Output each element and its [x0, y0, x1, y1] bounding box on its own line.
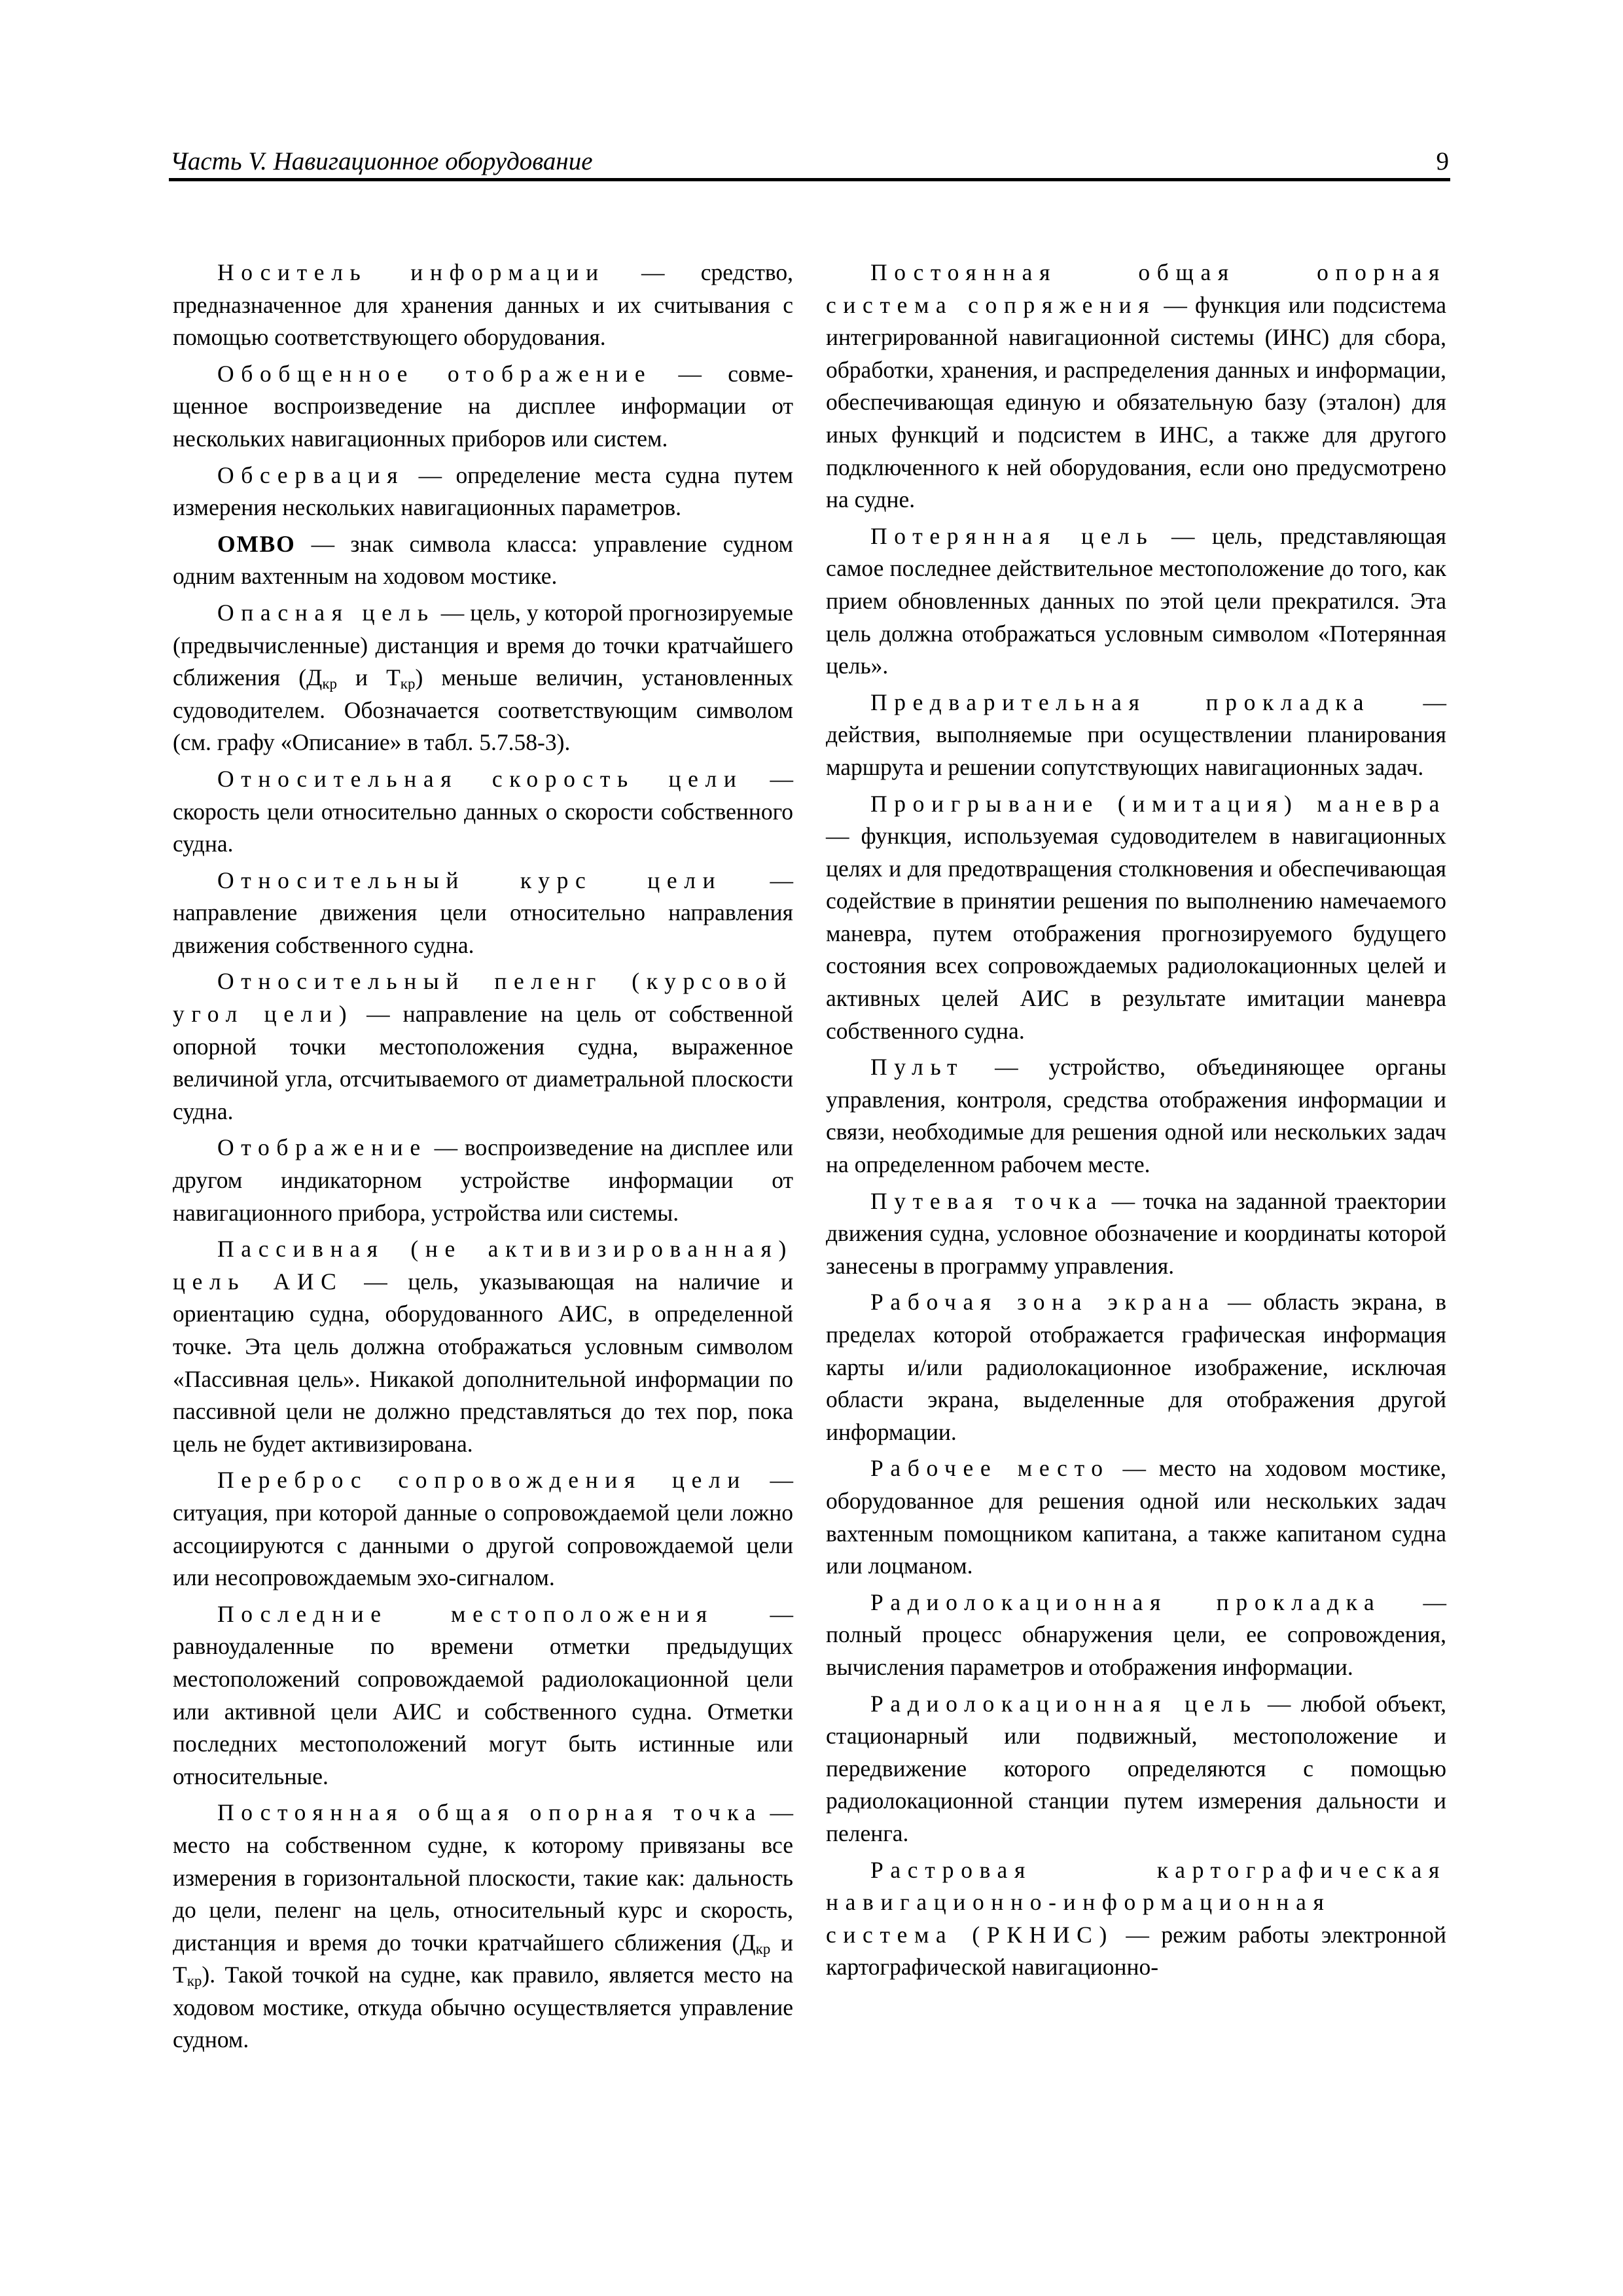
definition: — знак символа класса: управление судном одним вахтенным на ходовом мостике. — [173, 530, 793, 590]
definition: — средство, предназначенное для хранения данных и их считывания с помощью соответствующего оборудования. — [173, 259, 793, 351]
definition: — функция, используемая судоводителем в навигационных целях и для предотвращения столкновения и обеспечивающая содействие в принятии решения по выполнению намечаемого маневра, путем отображения прогнозируемого будущего состояния всех сопровождаемых радиолокационных целей и активных целей АИС в результате имитации маневра собственного судна. — [826, 823, 1446, 1044]
definition: — направление на цель от собственной опорной точки местоположения судна, выраженное величиной угла, отсчитываемого от диаметральной плоскости судна. — [173, 1001, 793, 1124]
glossary-entry — [826, 1286, 1446, 1448]
definition: — полный процесс обнаружения цели, ее сопровождения, вычисления параметров и отображения информации. — [826, 1588, 1446, 1680]
glossary-entry — [173, 1233, 793, 1460]
glossary-entry — [173, 358, 793, 456]
glossary-entry — [173, 459, 793, 524]
definition: — скорость цели относительно данных о скорости собственного судна. — [173, 765, 793, 857]
term: Путевая точка — [870, 1187, 1104, 1214]
term: Постоянная общая опорная точка — [217, 1799, 763, 1826]
definition: — режим работы электронной картографической навигационно- — [826, 1921, 1446, 1981]
term: Относительная скорость цели — [217, 765, 743, 792]
definition: — равноудаленные по времени отметки предыдущих местоположений сопровождаемой радиолокационной цели или активной цели АИС и собственного судна. Отметки последних местоположений могут быть истинные или относительные. — [173, 1600, 794, 1789]
term: Относительный пеленг (курсовой угол цели) — [173, 968, 793, 1028]
definition: — место на собственном судне, к которому привязаны все измерения в горизонтальной плоскости, такие как: дальность до цели, пеленг на цель, относительный курс и скорость, дистанция и время до точки кратчайшего сближения (Д — [173, 1799, 793, 1956]
term: Обобщенное отображение — [217, 360, 652, 387]
definition: — действия, выполняемые при осуществлении планирования маршрута и решении сопутствующих навигационных задач. — [826, 689, 1447, 780]
glossary-entry — [173, 1464, 793, 1594]
glossary-entry — [173, 1797, 793, 2056]
page-number: 9 — [1436, 147, 1449, 175]
glossary-entry — [173, 1132, 793, 1229]
definition: — цель, представляющая самое последнее действительное местоположение до того, как прием обновленных данных по этой цели прекратился. Эта цель должна отображаться условным символом «Потерянная цель». — [826, 522, 1447, 679]
definition: — совмещенное воспроизведение на дисплее информации от нескольких навигационных приборов или систем. — [173, 360, 793, 452]
term: Отображение — [217, 1134, 427, 1161]
glossary-entry — [173, 865, 793, 962]
term: Пассивная (не активизированная) цель АИС — [173, 1236, 793, 1295]
term: Радиолокационная цель — [870, 1690, 1258, 1717]
glossary-entry — [826, 257, 1446, 516]
definition: — место на ходовом мостике, оборудованное для решения одной или нескольких задач вахтенным помощником капитана, а также капитаном судна или лоцманом. — [826, 1455, 1446, 1579]
glossary-entry — [826, 1185, 1446, 1283]
definition: — определение места судна путем измерения нескольких навигационных параметров. — [173, 461, 793, 521]
right-column — [826, 257, 1446, 1988]
definition: — устройство, объединяющее органы управления, контроля, средства отображения информации и связи, необходимые для решения одной или нескольких задач на определенном рабочем месте. — [826, 1054, 1446, 1178]
running-header — [169, 145, 1450, 181]
definition-part: ) меньше величин, установленных судоводителем. Обозначается соответствующим символом (см. графу «Описание» в табл. 5.7.58-3). — [173, 664, 793, 756]
header-title: Часть V. Навигационное оборудование — [170, 147, 593, 175]
term: Растровая картографическая навигационно-информационная система (РКНИС) — [826, 1856, 1446, 1948]
glossary-entry — [826, 1587, 1446, 1684]
term: Проигрывание (имитация) маневра — [870, 790, 1446, 817]
glossary-entry — [826, 1688, 1446, 1850]
term — [217, 531, 296, 557]
term: Рабочее место — [870, 1455, 1110, 1482]
glossary-entry — [173, 965, 793, 1128]
subscript: кр — [755, 1940, 771, 1957]
definition-part: и Т — [173, 1929, 793, 1988]
definition: — функция или подсистема интегрированной навигационной системы (ИНС) для сбора, обработки, хранения, и распределения данных и информации, обеспечивающая единую и обязательную базу (эталон) для иных функций и подсистем в ИНС, а также для другого подключенного к ней оборудования, если оно предусмотрено на судне. — [826, 291, 1446, 513]
definition: — точка на заданной траектории движения судна, условное обозначение и координаты которой занесены в программу управления. — [826, 1187, 1447, 1279]
term: Потерянная цель — [870, 522, 1154, 549]
subscript: кр — [187, 1973, 202, 1990]
glossary-entry — [826, 687, 1446, 784]
glossary-entry — [826, 1452, 1446, 1582]
definition: — воспроизведение на дисплее или другом индикаторном устройстве информации от навигационного прибора, устройства или системы. — [173, 1134, 793, 1226]
term: Последние местоположения — [217, 1600, 714, 1627]
definition: — цель, у которой прогнозируемые (предвычисленные) дистанция и время до точки кратчайшего сближения (Д — [173, 599, 793, 691]
glossary-entry — [173, 528, 793, 593]
term: Относительный курс цели — [217, 867, 722, 893]
term: Предварительная прокладка — [870, 689, 1371, 715]
term: Рабочая зона экрана — [870, 1289, 1216, 1316]
definition-part: ). Такой точкой на судне, как правило, является место на ходовом мостике, откуда обычно осуществляется управление судном. — [173, 1962, 793, 2053]
left-column — [173, 257, 793, 2060]
definition: — цель, указывающая на наличие и ориентацию судна, оборудованного АИС, в определенной точке. Эта цель должна отображаться условным символом «Пассивная цель». Никакой дополнительной информации по пассивной цели не должно представляться до тех пор, пока цель не будет активизирована. — [173, 1268, 793, 1457]
subscript: кр — [322, 675, 337, 692]
glossary-entry — [173, 257, 793, 354]
definition: — ситуация, при которой данные о сопровождаемой цели ложно ассоциируются с данными о другой сопровождаемой цели или несопровождаемым эхо-сигналом. — [173, 1467, 793, 1591]
term: Опасная цель — [217, 599, 435, 626]
glossary-entry — [826, 520, 1446, 683]
glossary-entry — [826, 1051, 1446, 1181]
glossary-entry — [826, 1854, 1446, 1984]
term: Радиолокационная прокладка — [870, 1588, 1382, 1615]
term-bold: ОМВО — [217, 530, 296, 557]
term: Переброс сопровождения цели — [217, 1467, 747, 1494]
glossary-entry — [173, 1598, 793, 1793]
subscript: кр — [400, 675, 416, 692]
definition: — любой объект, стационарный или подвижный, местоположение и передвижение которого определяются с помощью радиолокационной станции путем измерения дальности и пеленга. — [826, 1690, 1446, 1846]
term: Обсервация — [217, 461, 405, 488]
term: Постоянная общая опорная система сопряжения — [826, 259, 1446, 318]
definition: — направление движения цели относительно направления движения собственного судна. — [173, 867, 793, 958]
definition: — область экрана, в пределах которой отображается графическая информация карты и/или радиолокационное изображение, исключая области экрана, выделенные для отображения другой информации. — [826, 1289, 1446, 1445]
glossary-entry — [173, 763, 793, 861]
term: Носитель информации — [217, 259, 605, 285]
term: Пульт — [870, 1054, 965, 1081]
glossary-entry — [173, 597, 793, 759]
glossary-entry — [826, 788, 1446, 1048]
definition-part: и Т — [337, 664, 401, 691]
